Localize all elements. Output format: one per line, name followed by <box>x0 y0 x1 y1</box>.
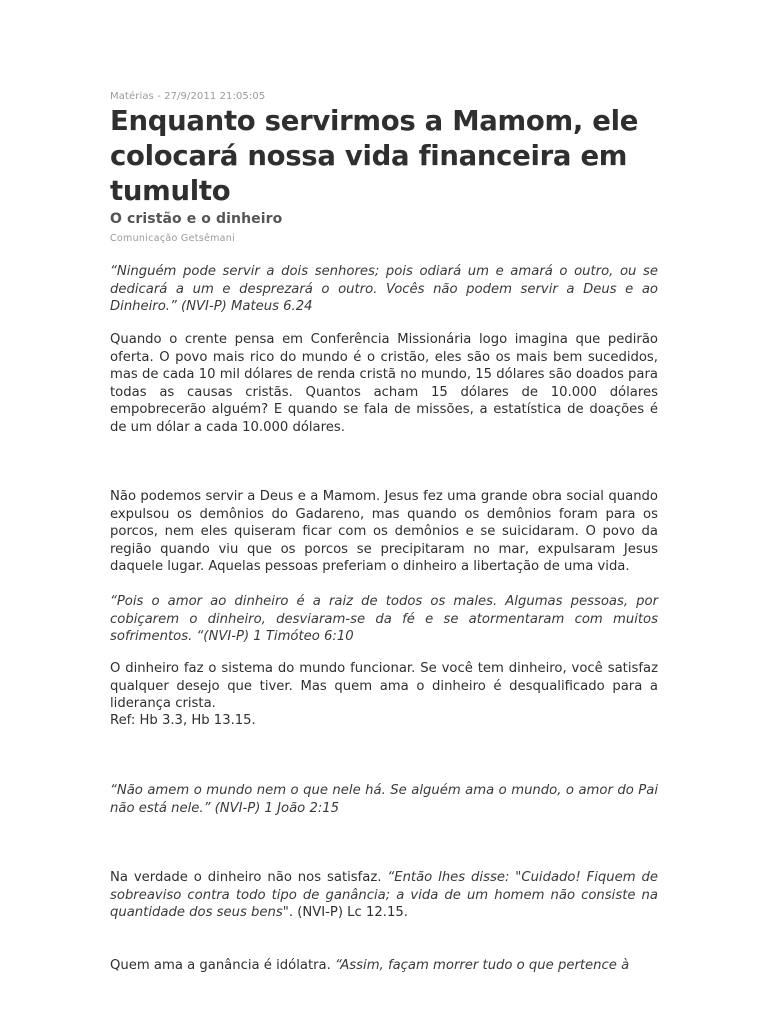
quote-mateus: “Ninguém pode servir a dois senhores; pois odiará um e amará o outro, ou se dedicará a um e desprezará o outro. Vocês não podem servir a Deus e ao Dinheiro.” (NVI-P) Mateus 6.24 <box>110 264 658 314</box>
paragraph-idolatra <box>110 957 658 975</box>
paragraph-sistema: O dinheiro faz o sistema do mundo funcionar. Se você tem dinheiro, você satisfaz qualquer desejo que tiver. Mas quem ama o dinheiro é desqualificado para a liderança crista. <box>110 661 658 711</box>
paragraph-idolatra-text: Quem ama a ganância é idólatra. <box>110 958 336 973</box>
quote-joao: “Não amem o mundo nem o que nele há. Se alguém ama o mundo, o amor do Pai não está nele.” (NVI-P) 1 João 2:15 <box>110 783 658 816</box>
quote-timoteo: “Pois o amor ao dinheiro é a raiz de todos os males. Algumas pessoas, por cobiçarem o dinheiro, desviaram-se da fé e se atormentaram com muitos sofrimentos. “(NVI-P) 1 Timóteo 6:10 <box>110 594 658 644</box>
quote-lucas: “Então lhes disse: "Cuidado! Fiquem de sobreaviso contra todo tipo de ganância; a vida de um homem não consiste na quantidade dos seus bens" <box>110 870 658 920</box>
paragraph-conferencia: Quando o crente pensa em Conferência Missionária logo imagina que pedirão oferta. O povo mais rico do mundo é o cristão, eles são os mais bem sucedidos, mas de cada 10 mil dólares de renda cristã no mundo, 15 dólares são doados para todas as causas cristãs. Quantos acham 15 dólares de 10.000 dólares empobrecerão alguém? E quando se fala de missões, a estatística de doações é de um dólar a cada 10.000 dólares. <box>110 332 658 435</box>
paragraph-gadareno: Não podemos servir a Deus e a Mamom. Jesus fez uma grande obra social quando expulsou os demônios do Gadareno, mas quando os demônios foram para os porcos, nem eles quiseram ficar com os demônios e se suicidaram. O povo da região quando viu que os porcos se precipitaram no mar, expulsaram Jesus daquele lugar. Aquelas pessoas preferiam o dinheiro a libertação de uma vida. <box>110 489 658 574</box>
article-meta: Matérias - 27/9/2011 21:05:05 <box>110 91 266 102</box>
paragraph-ganancia <box>110 869 658 922</box>
reference-line: Ref: Hb 3.3, Hb 13.15. <box>110 713 256 728</box>
paragraph-ganancia-text: Na verdade o dinheiro não nos satisfaz. <box>110 870 388 885</box>
article-author: Comunicação Getsêmani <box>110 233 236 244</box>
article-subtitle: O cristão e o dinheiro <box>110 211 283 227</box>
paragraph-ganancia-ref: . (NVI-P) Lc 12.15. <box>288 905 408 920</box>
quote-colossenses: “Assim, façam morrer tudo o que pertence à <box>335 958 630 973</box>
article-title: Enquanto servirmos a Mamom, ele colocará nossa vida financeira em tumulto <box>110 105 639 207</box>
